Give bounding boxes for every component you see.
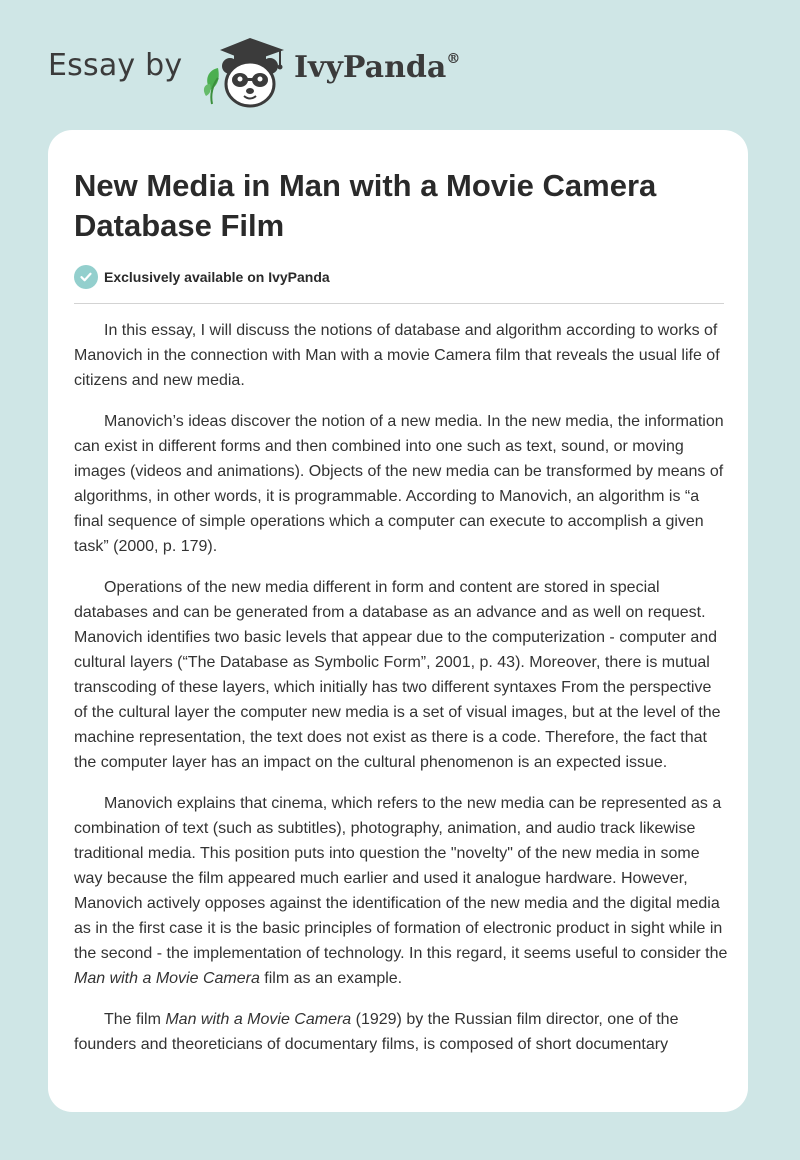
brand-name — [294, 50, 460, 85]
exclusive-badge-label: Exclusively available on IvyPanda — [104, 269, 330, 285]
paragraph-text: Manovich’s ideas discover the notion of a new media. In the new media, the information can exist in different forms and then combined into one such as text, sound, or moving images (videos and animations). Objects of the new media can be transformed by means of algorithms, in other words, it is programmable. According to Manovich, an algorithm is “a final sequence of simple operations which a computer can execute to accomplish a given task” (2000, p. 179). — [74, 413, 724, 555]
exclusive-badge — [74, 264, 330, 290]
divider — [74, 303, 724, 304]
essay-paragraph — [74, 575, 728, 775]
check-circle-icon — [74, 265, 98, 289]
film-title: Man with a Movie Camera — [165, 1011, 352, 1028]
film-title: Man with a Movie Camera — [74, 970, 260, 987]
essay-paragraph — [74, 791, 728, 991]
essay-paragraph — [74, 409, 728, 559]
title-line-1: New Media in Man with a Movie Camera — [74, 168, 657, 203]
paragraph-text: (1929) by the Russian film director, one of the founders and theoreticians of documentary films, is composed of short documentary — [74, 1011, 679, 1053]
essay-paragraph — [74, 318, 728, 393]
essay-card — [48, 130, 748, 1112]
paragraph-text: The film — [104, 1011, 166, 1028]
title-line-2: Database Film — [74, 208, 285, 243]
paragraph-text: Manovich explains that cinema, which refers to the new media can be represented as a combination of text (such as subtitles), photography, animation, and audio track likewise traditional media. This position puts into question the "novelty" of the new media in some way because the film appeared much earlier and used it analogue hardware. However, Manovich actively opposes against the identification of the new media and the digital media as in the first case it is the basic principles of formation of electronic product in sight while in the second - the implementation of technology. In this regard, it seems useful to consider the — [74, 795, 728, 962]
essay-paragraph — [74, 1007, 728, 1057]
essay-by-label: Essay by — [48, 48, 183, 83]
essay-body — [74, 318, 728, 1073]
site-header — [0, 0, 800, 130]
paragraph-text: film as an example. — [259, 970, 403, 987]
paragraph-text: Operations of the new media different in form and content are stored in special databases and can be generated from a database as an advance and as well on request. Manovich identifies two basic levels that appear due to the computerization - computer and cultural layers (“The Database as Symbolic Form”, 2001, p. 43). Moreover, there is mutual transcoding of these layers, which initially has two different syntaxes From the perspective of the cultural layer the computer new media is a set of visual images, but at the level of the machine representation, the text does not exist as there is a code. Therefore, the fact that the computer layer has an impact on the cultural phenomenon is an expected issue. — [74, 579, 721, 771]
registered-mark: ® — [446, 51, 461, 67]
essay-title — [74, 166, 724, 246]
panda-logo-icon — [200, 34, 292, 110]
brand-label: IvyPanda — [294, 50, 447, 85]
paragraph-text: In this essay, I will discuss the notions of database and algorithm according to works of Manovich in the connection with Man with a movie Camera film that reveals the usual life of citizens and new media. — [74, 322, 720, 389]
